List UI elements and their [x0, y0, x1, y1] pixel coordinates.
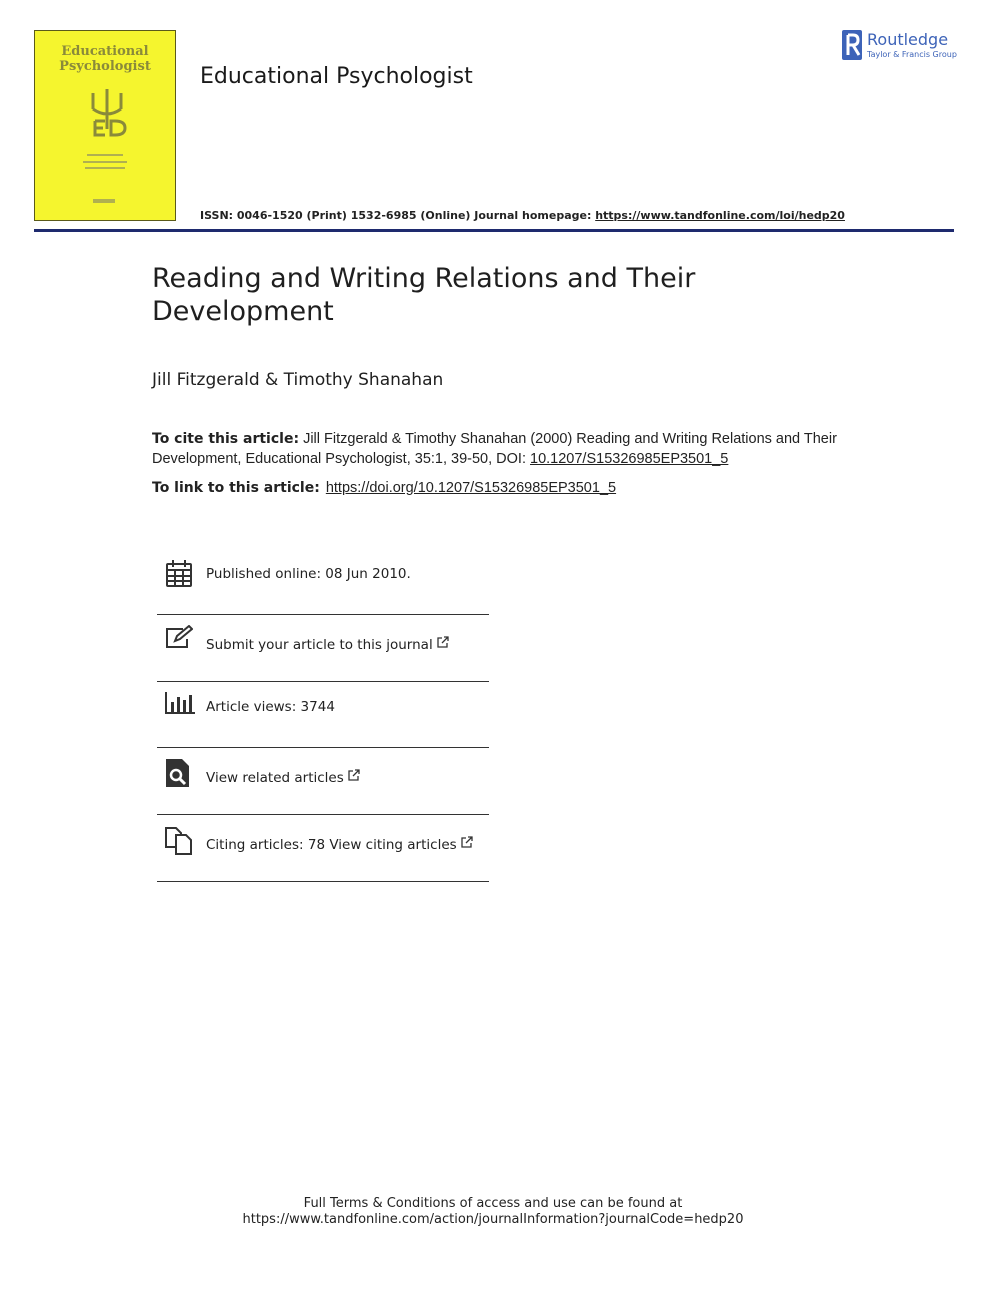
- documents-icon: [165, 825, 193, 855]
- cover-emblem-icon: [35, 31, 175, 220]
- issn-line: [200, 209, 845, 222]
- journal-homepage-link[interactable]: https://www.tandfonline.com/loi/hedp20: [595, 209, 845, 222]
- article-link-line: [152, 480, 616, 496]
- external-link-icon: [461, 836, 473, 848]
- divider: [157, 881, 489, 882]
- citing-label: Citing articles: 78 View citing articles: [206, 837, 457, 853]
- divider: [157, 681, 489, 682]
- external-link-icon: [437, 636, 449, 648]
- divider: [157, 747, 489, 748]
- divider: [157, 814, 489, 815]
- footer-terms: Full Terms & Conditions of access and use can be found at: [303, 1196, 683, 1211]
- published-date: Published online: 08 Jun 2010.: [206, 566, 411, 582]
- cover-title-line1: Educational: [61, 44, 149, 59]
- article-authors[interactable]: Jill Fitzgerald & Timothy Shanahan: [152, 370, 444, 390]
- citation-text: Jill Fitzgerald & Timothy Shanahan (2000) Reading and Writing Relations and Their Development, Educational Psychologist, 35:1, 39-50, DOI:: [152, 431, 837, 467]
- article-doi-url[interactable]: https://doi.org/10.1207/S15326985EP3501_5: [325, 480, 617, 496]
- related-row[interactable]: [157, 758, 489, 790]
- publisher-logo[interactable]: [842, 30, 962, 62]
- publisher-subtitle: Taylor & Francis Group: [867, 50, 957, 59]
- search-document-icon: [165, 758, 191, 788]
- views-row: [157, 692, 489, 722]
- bar-chart-icon: [165, 692, 195, 716]
- journal-title[interactable]: Educational Psychologist: [200, 64, 473, 89]
- citation-label: To cite this article:: [152, 431, 300, 447]
- submit-row[interactable]: [157, 625, 489, 659]
- external-link-icon: [348, 769, 360, 781]
- citation-block: [152, 429, 852, 469]
- article-title: Reading and Writing Relations and Their Development: [152, 263, 696, 327]
- related-label: View related articles: [206, 770, 344, 786]
- article-views: Article views: 3744: [206, 699, 335, 715]
- doi-link[interactable]: 10.1207/S15326985EP3501_5: [530, 451, 729, 467]
- citing-row[interactable]: [157, 825, 489, 857]
- submit-label: Submit your article to this journal: [206, 637, 433, 653]
- divider: [157, 614, 489, 615]
- link-label: To link to this article:: [152, 480, 320, 496]
- journal-cover: [34, 30, 176, 221]
- calendar-icon: [165, 558, 193, 588]
- footer-url[interactable]: https://www.tandfonline.com/action/journalInformation?journalCode=hedp20: [242, 1212, 744, 1227]
- header-divider: [34, 229, 954, 232]
- publisher-name: Routledge: [867, 30, 949, 49]
- edit-icon: [165, 625, 193, 651]
- related-articles-link[interactable]: [206, 769, 360, 786]
- cover-title-line2: Psychologist: [59, 59, 151, 74]
- submit-article-link[interactable]: [206, 636, 449, 653]
- citing-articles-link[interactable]: [206, 836, 473, 853]
- published-row: [157, 558, 489, 592]
- issn-text: ISSN: 0046-1520 (Print) 1532-6985 (Online) Journal homepage:: [200, 209, 596, 222]
- footer: [0, 1196, 986, 1228]
- routledge-r-icon: [842, 30, 862, 60]
